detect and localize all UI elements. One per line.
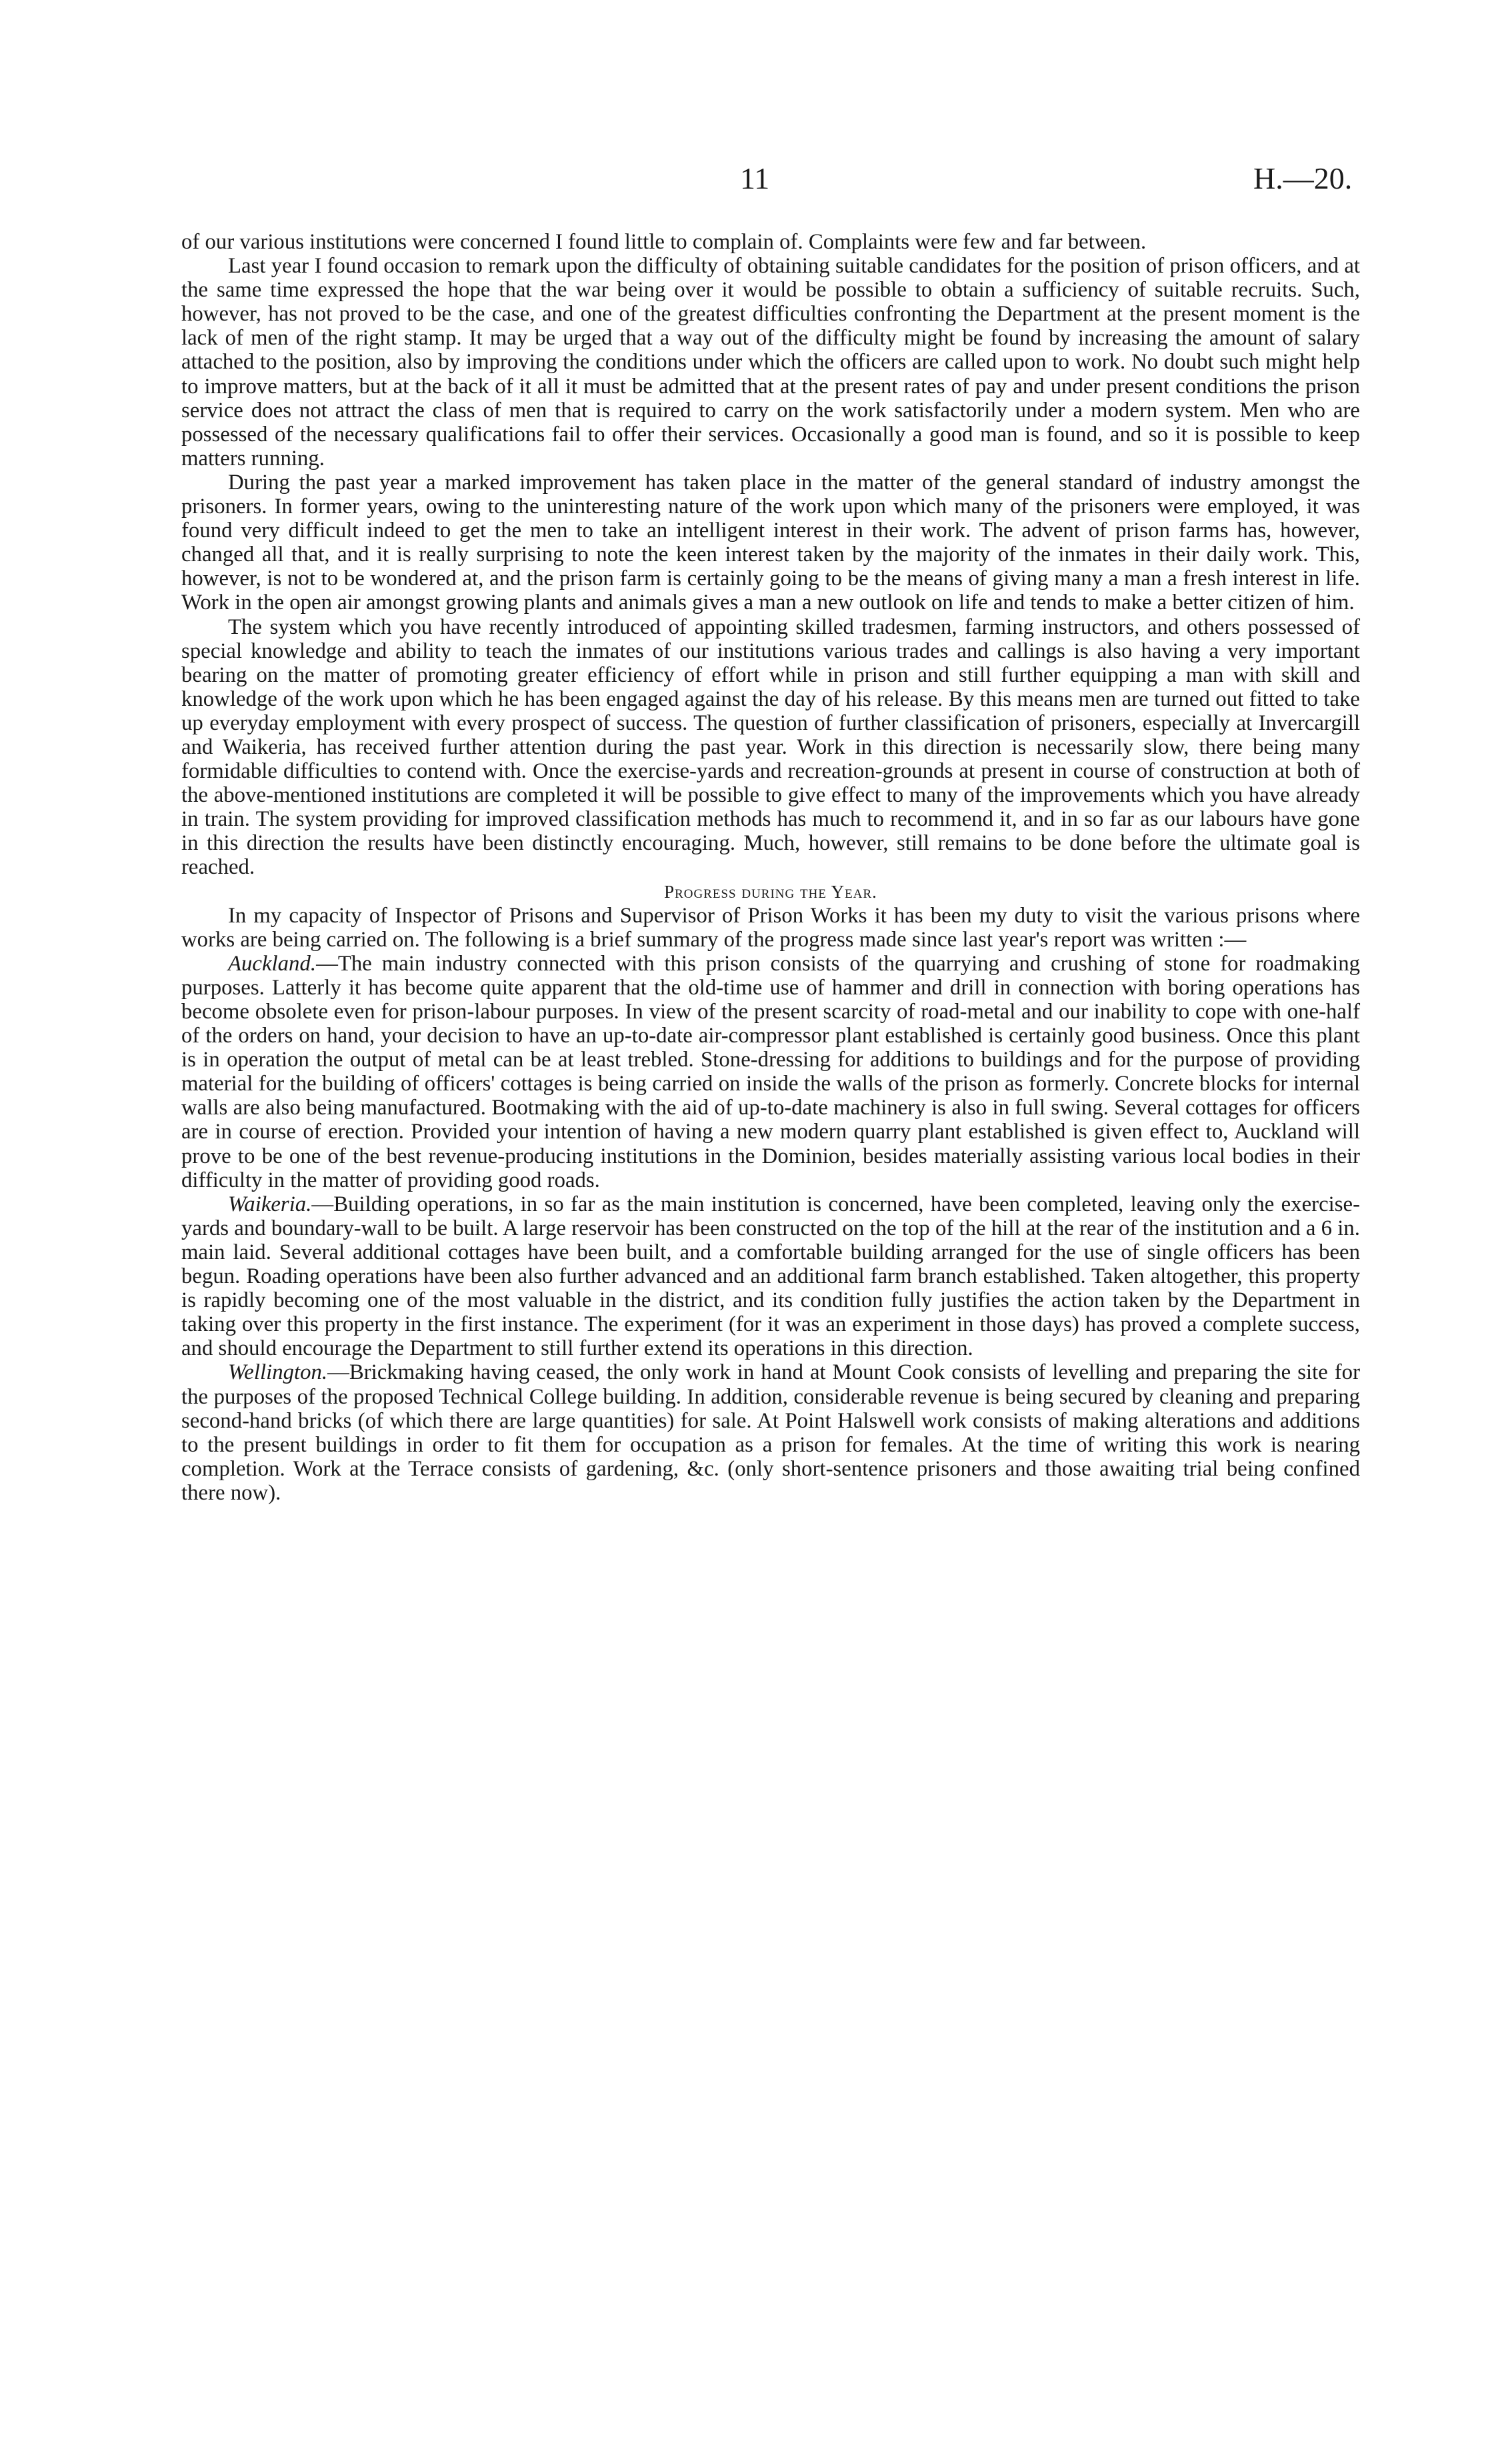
paragraph-auckland — [181, 952, 1360, 1192]
paragraph-prison-officers: Last year I found occasion to remark upon the difficulty of obtaining suitable candidates for the position of prison officers, and at the same time expressed the hope that the war being over it would be possible to obtain a sufficiency of suitable recruits. Such, however, has not proved to be the case, and one of the greatest difficulties confronting the Department at the present moment is the lack of men of the right stamp. It may be urged that a way out of the difficulty might be found by increasing the amount of salary attached to the position, also by improving the conditions under which the officers are called upon to work. No doubt such might help to improve matters, but at the back of it all it must be admitted that at the present rates of pay and under present conditions the prison service does not attract the class of men that is required to carry on the work satisfactorily under a modern system. Men who are possessed of the necessary qualifications fail to offer their services. Occasionally a good man is found, and so it is possible to keep matters running. — [181, 254, 1360, 471]
place-name-waikeria: Waikeria. — [228, 1192, 312, 1216]
paragraph-continuation: of our various institutions were concerned I found little to complain of. Complaints were few and far between. — [181, 230, 1147, 254]
page-number: 11 — [740, 161, 770, 195]
paragraph-wellington — [181, 1360, 1360, 1505]
paragraph-waikeria-text: —Building operations, in so far as the main institution is concerned, have been completed, leaving only the exercise-yards and boundary-wall to be built. A large reservoir has been constructed on the top of the hill at the rear of the institution and a 6 in. main laid. Several additional cottages have been built, and a comfortable building arranged for the use of single officers has been begun. Roading operations have been also further advanced and an additional farm branch established. Taken altogether, this property is rapidly becoming one of the most valuable in the district, and its condition fully justifies the action taken by the Department in taking over this property in the first instance. The experiment (for it was an experiment in those days) has proved a complete success, and should encourage the Department to still further extend its operations in this direction. — [181, 1192, 1360, 1361]
paragraph-waikeria — [181, 1192, 1360, 1361]
place-name-auckland: Auckland. — [228, 951, 317, 976]
paragraph-wellington-text: —Brickmaking having ceased, the only work in hand at Mount Cook consists of levelling and preparing the site for the purposes of the proposed Technical College building. In addition, considerable revenue is being secured by cleaning and preparing second-hand bricks (of which there are large quantities) for sale. At Point Halswell work consists of making alterations and additions to the present buildings in order to fit them for occupation as a prison for females. At the time of writing this work is nearing completion. Work at the Terrace consists of gardening, &c. (only short-sentence prisoners and those awaiting trial being confined there now). — [181, 1360, 1360, 1505]
place-name-wellington: Wellington. — [228, 1360, 328, 1385]
section-heading-progress: Progress during the Year. — [664, 881, 877, 902]
paragraph-auckland-text: —The main industry connected with this prison consists of the quarrying and crushing of stone for roadmaking purposes. Latterly it has become quite apparent that the old-time use of hammer and drill in connection with boring operations has become obsolete even for prison-labour purposes. In view of the present scarcity of road-metal and our inability to cope with one-half of the orders on hand, your decision to have an up-to-date air-compressor plant established is certainly good business. Once this plant is in operation the output of metal can be at least trebled. Stone-dressing for additions to buildings and for the purpose of providing material for the building of officers' cottages is being carried on inside the walls of the prison as formerly. Concrete blocks for internal walls are also being manufactured. Bootmaking with the aid of up-to-date machinery is also in full swing. Several cottages for officers are in course of erection. Provided your intention of having a new modern quarry plant established is given effect to, Auckland will prove to be one of the best revenue-producing institutions in the Dominion, besides materially assisting various local bodies in their difficulty in the matter of providing good roads. — [181, 951, 1360, 1192]
report-body — [181, 230, 1360, 1505]
document-reference: H.—20. — [1253, 161, 1353, 195]
paragraph-industry-standard: During the past year a marked improvement has taken place in the matter of the general standard of industry amongst the prisoners. In former years, owing to the uninteresting nature of the work upon which many of the prisoners were employed, it was found very difficult indeed to get the men to take an intelligent interest in their work. The advent of prison farms has, however, changed all that, and it is really surprising to note the keen interest taken by the majority of the inmates in their daily work. This, however, is not to be wondered at, and the prison farm is certainly going to be the means of giving many a man a fresh interest in life. Work in the open air amongst growing plants and animals gives a man a new outlook on life and tends to make a better citizen of him. — [181, 470, 1360, 615]
paragraph-inspector-duty: In my capacity of Inspector of Prisons and Supervisor of Prison Works it has been my duty to visit the various prisons where works are being carried on. The following is a brief summary of the progress made since last year's report was written :— — [181, 903, 1360, 952]
paragraph-tradesmen-classification: The system which you have recently introduced of appointing skilled tradesmen, farming instructors, and others possessed of special knowledge and ability to teach the inmates of our institutions various trades and callings is also having a very important bearing on the matter of promoting greater efficiency of effort while in prison and still further equipping a man with skill and knowledge of the work upon which he has been engaged against the day of his release. By this means men are turned out fitted to take up everyday employment with every prospect of success. The question of further classification of prisoners, especially at Invercargill and Waikeria, has received further attention during the past year. Work in this direction is necessarily slow, there being many formidable difficulties to contend with. Once the exercise-yards and recreation-grounds at present in course of construction at both of the above-mentioned institutions are completed it will be possible to give effect to many of the improvements which you have already in train. The system providing for improved classification methods has much to recommend it, and in so far as our labours have gone in this direction the results have been distinctly encouraging. Much, however, still remains to be done before the ultimate goal is reached. — [181, 615, 1360, 880]
